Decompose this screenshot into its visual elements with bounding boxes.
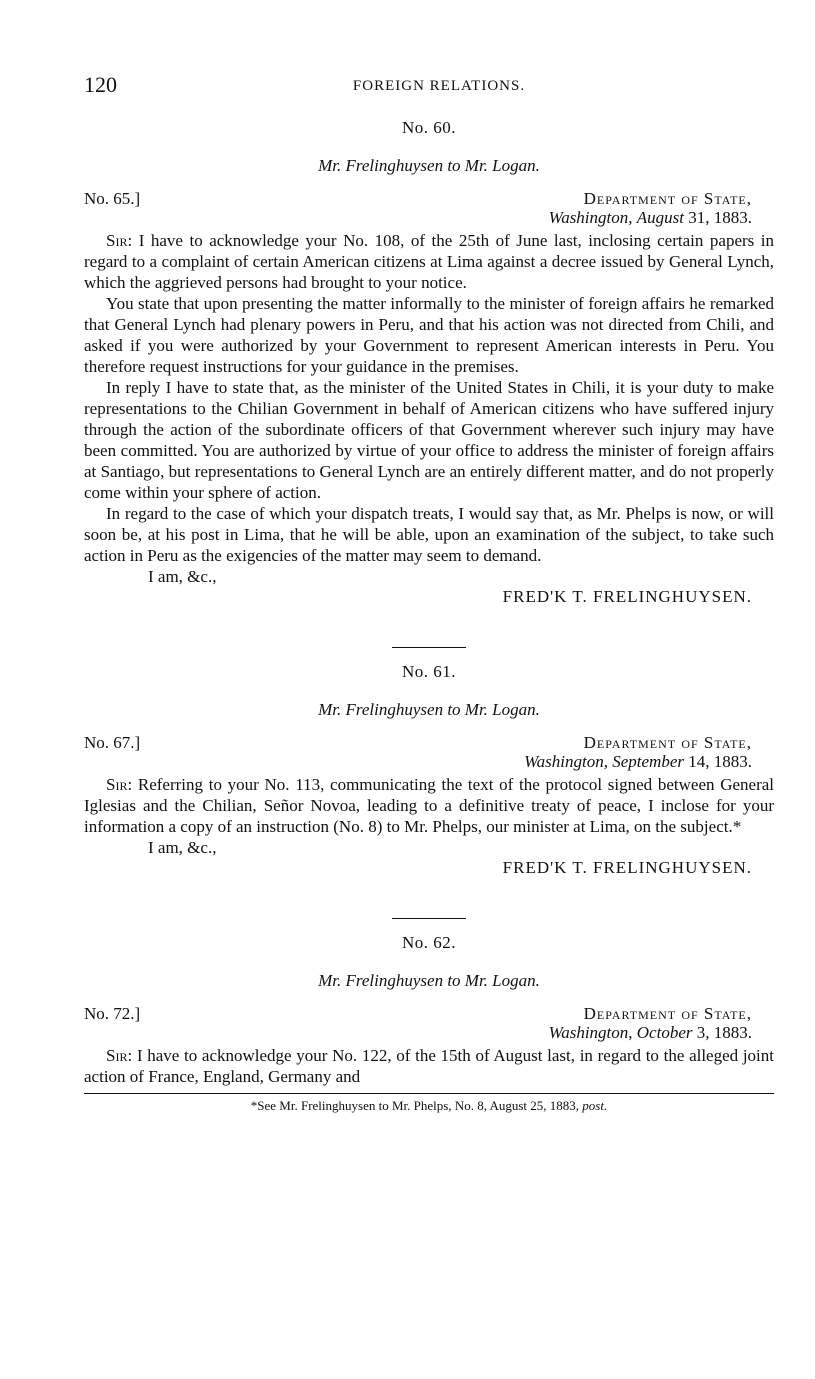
closing: I am, &c., (148, 567, 217, 586)
footnote-italic: post. (582, 1098, 608, 1113)
paragraph-text: I have to acknowledge your No. 122, of the 15th of August last, in regard to the alleged joint action of France, England, Germany and (84, 1046, 774, 1086)
paragraph: In reply I have to state that, as the minister of the United States in Chili, it is your duty to make representations to the Chilian Government in behalf of American citizens who have suffered injury through the action of the subordinate officers of that Government wherever such injury may have been committed. You are authorized by virtue of your office to address the minister of foreign affairs at Santiago, but representations to General Lynch are an entirely different matter, and do not properly come within your sphere of action. (84, 378, 774, 502)
place-date: 31, 1883. (688, 208, 752, 227)
department-line: Department of State, (583, 733, 752, 752)
place-month: August (636, 208, 684, 227)
department-line: Department of State, (583, 189, 752, 208)
document-subtitle: Mr. Frelinghuysen to Mr. Logan. (318, 971, 540, 990)
closing: I am, &c., (148, 838, 217, 857)
paragraph: In regard to the case of which your dispatch treats, I would say that, as Mr. Phelps is now, or will soon be, at his post in Lima, that he will be able, upon an examination of the subject, to take such action in Peru as the exigencies of the matter may seem to demand. (84, 504, 774, 565)
signature: FRED'K T. FRELINGHUYSEN. (502, 587, 752, 606)
place-date-line (524, 752, 752, 772)
document-number: No. 62. (401, 933, 457, 952)
footnote-divider (84, 1093, 774, 1094)
place-date: 14, 1883. (688, 752, 752, 771)
document-62 (84, 933, 774, 1087)
place-city: Washington, (548, 208, 633, 227)
paragraph-text: Referring to your No. 113, communicating the text of the protocol signed between General Iglesias and the Chilian, Señor Novoa, leading to a definitive treaty of peace, I inclose for your information a copy of an instruction (No. 8) to Mr. Phelps, our minister at Lima, on the subject.* (84, 775, 774, 836)
footnote-text: *See Mr. Frelinghuysen to Mr. Phelps, No. 8, August 25, 1883, (250, 1098, 580, 1113)
place-month: September (612, 752, 684, 771)
salutation: Sir: (106, 231, 133, 250)
document-number: No. 61. (401, 662, 457, 681)
document-60 (84, 118, 774, 607)
place-date-line (549, 1023, 752, 1043)
place-city: Washington, (548, 1023, 633, 1042)
section-divider (392, 647, 466, 648)
message-number: No. 72.] (84, 1004, 141, 1023)
section-divider (392, 918, 466, 919)
paragraph-text: I have to acknowledge your No. 108, of the 25th of June last, inclosing certain papers in regard to a complaint of certain American citizens at Lima against a decree issued by General Lynch, which the aggrieved persons had brought to your notice. (84, 231, 775, 292)
running-title: FOREIGN RELATIONS. (352, 78, 526, 94)
paragraph (84, 774, 774, 837)
place-date: 3, 1883. (696, 1023, 752, 1042)
letter-header (84, 186, 774, 230)
place-month: October (636, 1023, 693, 1042)
message-number: No. 67.] (84, 733, 141, 752)
document-number: No. 60. (401, 118, 457, 137)
document-subtitle: Mr. Frelinghuysen to Mr. Logan. (318, 700, 540, 719)
department-line: Department of State, (583, 1004, 752, 1023)
paragraph: You state that upon presenting the matter informally to the minister of foreign affairs he remarked that General Lynch had plenary powers in Peru, and that his action was not directed from Chili, and asked if you were authorized by your Government to represent American interests in Peru. You therefore request instructions for your guidance in the premises. (84, 294, 774, 376)
document-page (84, 72, 774, 1114)
place-city: Washington, (524, 752, 608, 771)
paragraph (84, 1045, 774, 1087)
document-61 (84, 662, 774, 878)
footnote (84, 1098, 774, 1114)
running-head (84, 72, 774, 104)
message-number: No. 65.] (84, 189, 141, 208)
document-subtitle: Mr. Frelinghuysen to Mr. Logan. (318, 156, 540, 175)
letter-header (84, 1001, 774, 1045)
letter-header (84, 730, 774, 774)
page-number: 120 (84, 72, 117, 97)
place-date-line (549, 208, 752, 228)
salutation: Sir: (106, 1046, 133, 1065)
paragraph (84, 230, 774, 293)
salutation: Sir: (106, 775, 133, 794)
signature: FRED'K T. FRELINGHUYSEN. (502, 858, 752, 877)
